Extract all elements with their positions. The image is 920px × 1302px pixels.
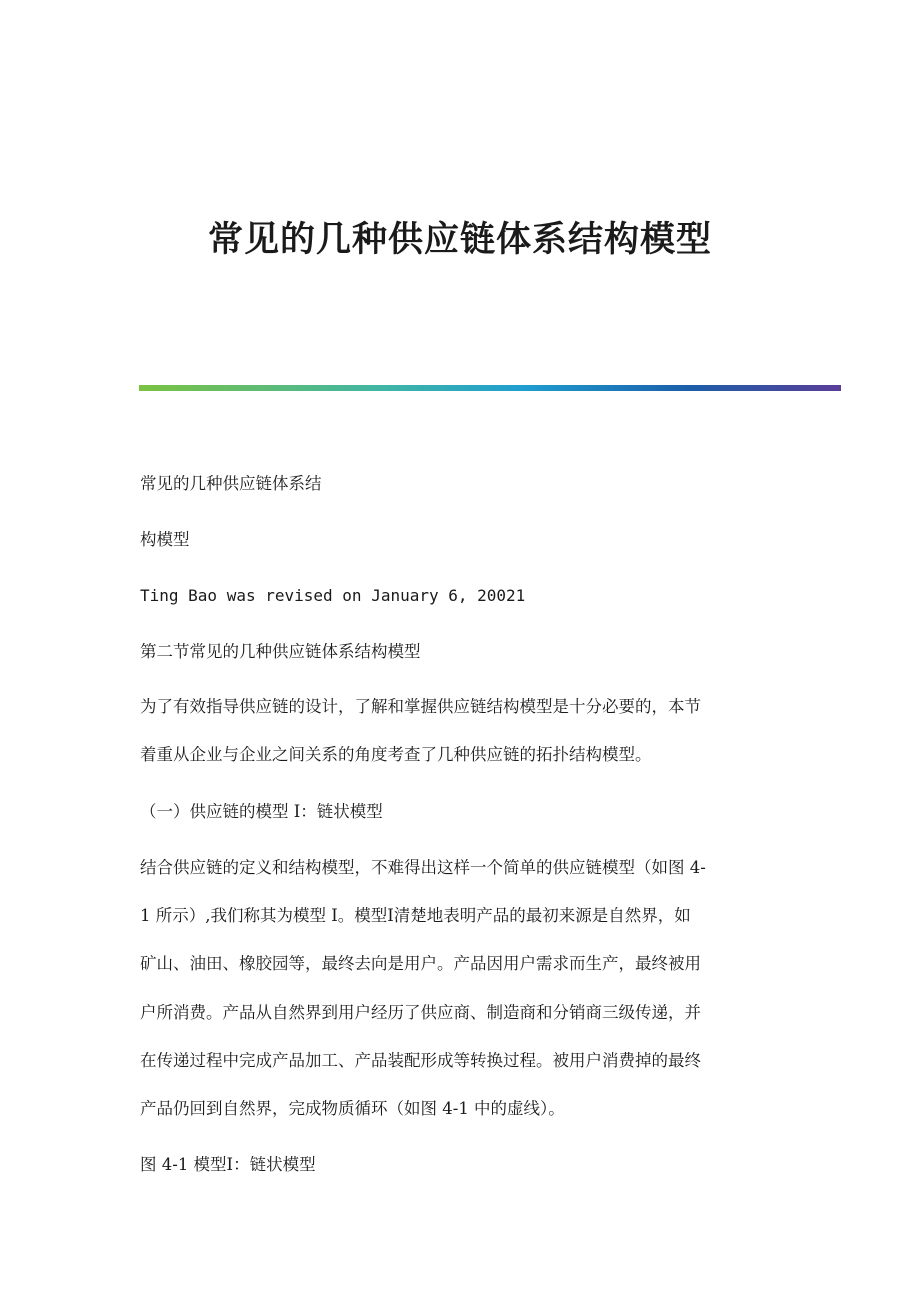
section-heading: 第二节常见的几种供应链体系结构模型: [140, 642, 421, 661]
paragraph-line: 产品仍回到自然界，完成物质循环（如图 4-1 中的虚线）。: [140, 1099, 565, 1118]
revision-note: Ting Bao was revised on January 6, 20021: [140, 586, 526, 605]
paragraph-line: 矿山、油田、橡胶园等，最终去向是用户。产品因用户需求而生产，最终被用: [140, 954, 701, 973]
paragraph-line: 结合供应链的定义和结构模型，不难得出这样一个简单的供应链模型（如图 4-: [140, 858, 706, 877]
paragraph-heading-part1: 常见的几种供应链体系结: [140, 474, 322, 493]
paragraph-line: 着重从企业与企业之间关系的角度考查了几种供应链的拓扑结构模型。: [140, 745, 652, 764]
paragraph-line: 在传递过程中完成产品加工、产品装配形成等转换过程。被用户消费掉的最终: [140, 1051, 701, 1070]
paragraph-line: 户所消费。产品从自然界到用户经历了供应商、制造商和分销商三级传递，并: [140, 1003, 701, 1022]
paragraph-line: 为了有效指导供应链的设计，了解和掌握供应链结构模型是十分必要的，本节: [140, 697, 701, 716]
paragraph-line: 1 所示）,我们称其为模型 I。模型Ⅰ清楚地表明产品的最初来源是自然界，如: [140, 906, 691, 925]
figure-caption: 图 4-1 模型Ⅰ：链状模型: [140, 1155, 316, 1174]
document-title: 常见的几种供应链体系结构模型: [207, 220, 712, 260]
subsection-heading: （一）供应链的模型 I：链状模型: [140, 802, 383, 821]
paragraph-heading-part2: 构模型: [140, 530, 190, 549]
title-gradient-rule: [139, 385, 841, 391]
